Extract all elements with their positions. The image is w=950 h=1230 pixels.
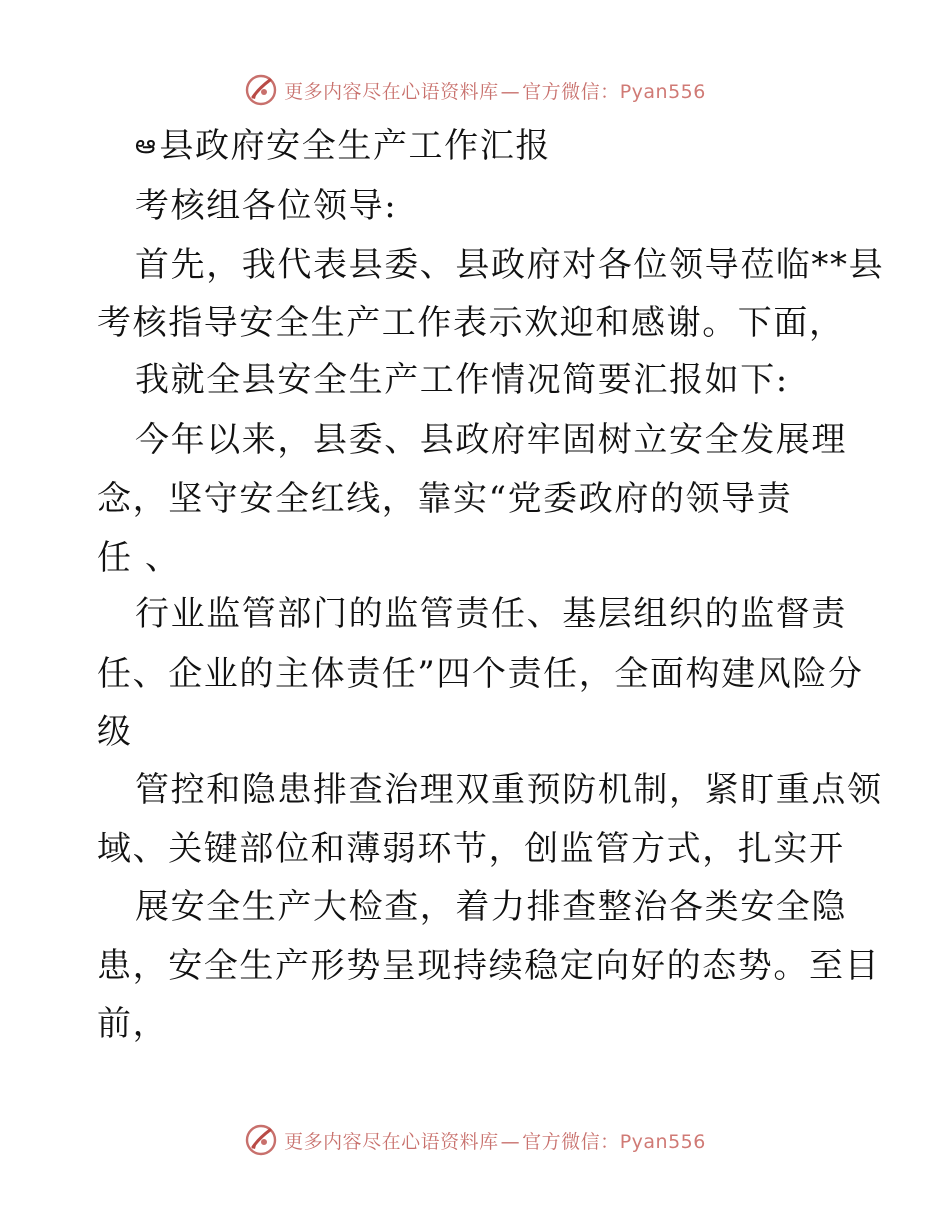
- brush-logo-icon: [244, 1123, 278, 1157]
- text-line: 首先，我代表县委、县政府对各位领导莅临**县: [135, 245, 885, 285]
- watermark-site: 更多内容尽在心语资料库: [284, 80, 499, 103]
- text-line: 考核指导安全生产工作表示欢迎和感谢。下面，: [97, 303, 845, 343]
- text-line: 今年以来，县委、县政府牢固树立安全发展理: [135, 420, 847, 460]
- text-line: 我就全县安全生产工作情况简要汇报如下:: [135, 360, 789, 400]
- watermark-site: 更多内容尽在心语资料库: [284, 1130, 499, 1153]
- text-line: 患，安全生产形势呈现持续稳定向好的态势。至目: [97, 946, 881, 986]
- document-title: [135, 126, 551, 166]
- text-line: 念，坚守安全红线，靠实“党委政府的领导责: [97, 479, 793, 519]
- text-line: 展安全生产大检查，着力排查整治各类安全隐: [135, 887, 847, 927]
- footer-watermark: [0, 1120, 950, 1160]
- text-line: 域、关键部位和薄弱环节，创监管方式，扎实开: [97, 829, 845, 869]
- watermark-separator: —: [500, 1130, 521, 1153]
- text-line: 前，: [97, 1004, 169, 1044]
- text-line: 级: [97, 712, 133, 752]
- watermark-label: 官方微信：: [522, 1130, 620, 1153]
- text-line: 任、企业的主体责任”四个责任，全面构建风险分: [97, 654, 864, 694]
- text-line: 任 、: [97, 538, 181, 578]
- watermark-account: Pyan556: [619, 80, 706, 103]
- title-text: 县政府安全生产工作汇报: [159, 126, 551, 166]
- text-line: 行业监管部门的监管责任、基层组织的监督责: [135, 594, 847, 634]
- watermark-separator: —: [500, 80, 521, 103]
- title-ornament-icon: ఆ: [135, 130, 158, 160]
- text-line: 考核组各位领导:: [135, 186, 398, 226]
- watermark-label: 官方微信：: [522, 80, 620, 103]
- text-line: 管控和隐患排查治理双重预防机制，紧盯重点领: [135, 770, 883, 810]
- watermark-account: Pyan556: [619, 1130, 706, 1153]
